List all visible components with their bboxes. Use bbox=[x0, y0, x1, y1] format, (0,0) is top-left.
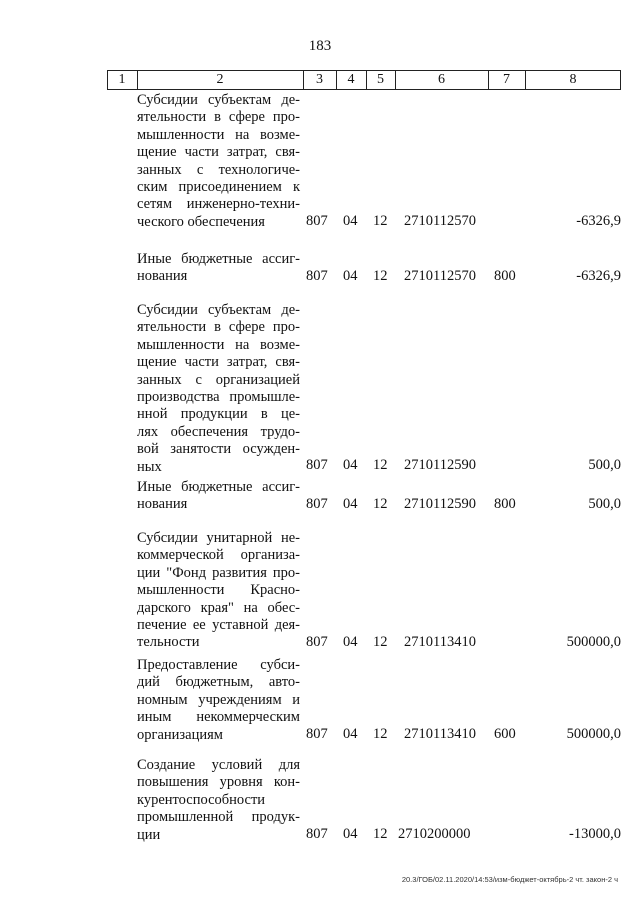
ministry-code: 807 bbox=[306, 496, 328, 512]
row-description: Предоставление субси- дий бюджетным, авто- номным учреждениям и иным некоммерческим организациям bbox=[137, 657, 300, 743]
header-col-2: 2 bbox=[216, 72, 224, 87]
header-col-8: 8 bbox=[569, 72, 577, 87]
row-description: Субсидии унитарной не- коммерческой организа- ции "Фонд развития про- мышленности Красно- дарского края" на обес- печение ее уставной дея- тельности bbox=[137, 530, 300, 651]
section-code: 04 bbox=[343, 726, 358, 742]
target-article-code: 2710112570 bbox=[404, 268, 476, 284]
document-footer: 20.3/ГОБ/02.11.2020/14:53/изм-бюджет-октябрь-2 чт. закон-2 ч bbox=[401, 875, 618, 884]
amount: 500000,0 bbox=[566, 726, 621, 742]
target-article-code: 2710113410 bbox=[404, 634, 476, 650]
subsection-code: 12 bbox=[373, 826, 388, 842]
target-article-code: 2710112570 bbox=[404, 213, 476, 229]
row-description: Иные бюджетные ассиг- нования bbox=[137, 479, 300, 513]
subsection-code: 12 bbox=[373, 496, 388, 512]
header-col-4: 4 bbox=[347, 72, 355, 87]
subsection-code: 12 bbox=[373, 634, 388, 650]
amount: -6326,9 bbox=[576, 268, 621, 284]
row-description: Субсидии субъектам де- ятельности в сфере про- мышленности на возме- щение части затрат, свя- занных с организацией производства промышле- нной продукции в це- лях обеспечения трудо- вой занятости осужден- ных bbox=[137, 302, 300, 475]
ministry-code: 807 bbox=[306, 213, 328, 229]
target-article-code: 2710113410 bbox=[404, 726, 476, 742]
subsection-code: 12 bbox=[373, 726, 388, 742]
row-description: Субсидии субъектам де- ятельности в сфере про- мышленности на возме- щение части затрат, свя- занных с технологиче- ским присоединением к сетям инженерно-техни- ческого обеспечения bbox=[137, 92, 300, 230]
header-col-3: 3 bbox=[316, 72, 323, 87]
ministry-code: 807 bbox=[306, 826, 328, 842]
section-code: 04 bbox=[343, 826, 358, 842]
target-article-code: 2710200000 bbox=[398, 826, 471, 842]
header-col-1: 1 bbox=[118, 72, 126, 87]
section-code: 04 bbox=[343, 634, 358, 650]
ministry-code: 807 bbox=[306, 634, 328, 650]
subsection-code: 12 bbox=[373, 457, 388, 473]
header-col-7: 7 bbox=[503, 72, 510, 87]
section-code: 04 bbox=[343, 268, 358, 284]
header-col-5: 5 bbox=[377, 72, 384, 87]
section-code: 04 bbox=[343, 213, 358, 229]
expense-type-code: 600 bbox=[494, 726, 516, 742]
amount: 500,0 bbox=[588, 496, 621, 512]
section-code: 04 bbox=[343, 457, 358, 473]
page-number: 183 bbox=[308, 38, 332, 54]
target-article-code: 2710112590 bbox=[404, 457, 476, 473]
ministry-code: 807 bbox=[306, 268, 328, 284]
amount: -6326,9 bbox=[576, 213, 621, 229]
amount: -13000,0 bbox=[569, 826, 621, 842]
ministry-code: 807 bbox=[306, 457, 328, 473]
expense-type-code: 800 bbox=[494, 268, 516, 284]
subsection-code: 12 bbox=[373, 213, 388, 229]
target-article-code: 2710112590 bbox=[404, 496, 476, 512]
amount: 500,0 bbox=[588, 457, 621, 473]
section-code: 04 bbox=[343, 496, 358, 512]
row-description: Иные бюджетные ассиг- нования bbox=[137, 251, 300, 285]
expense-type-code: 800 bbox=[494, 496, 516, 512]
ministry-code: 807 bbox=[306, 726, 328, 742]
row-description: Создание условий для повышения уровня кон- курентоспособности промышленной продук- ции bbox=[137, 757, 300, 843]
subsection-code: 12 bbox=[373, 268, 388, 284]
header-col-6: 6 bbox=[438, 72, 445, 87]
amount: 500000,0 bbox=[566, 634, 621, 650]
